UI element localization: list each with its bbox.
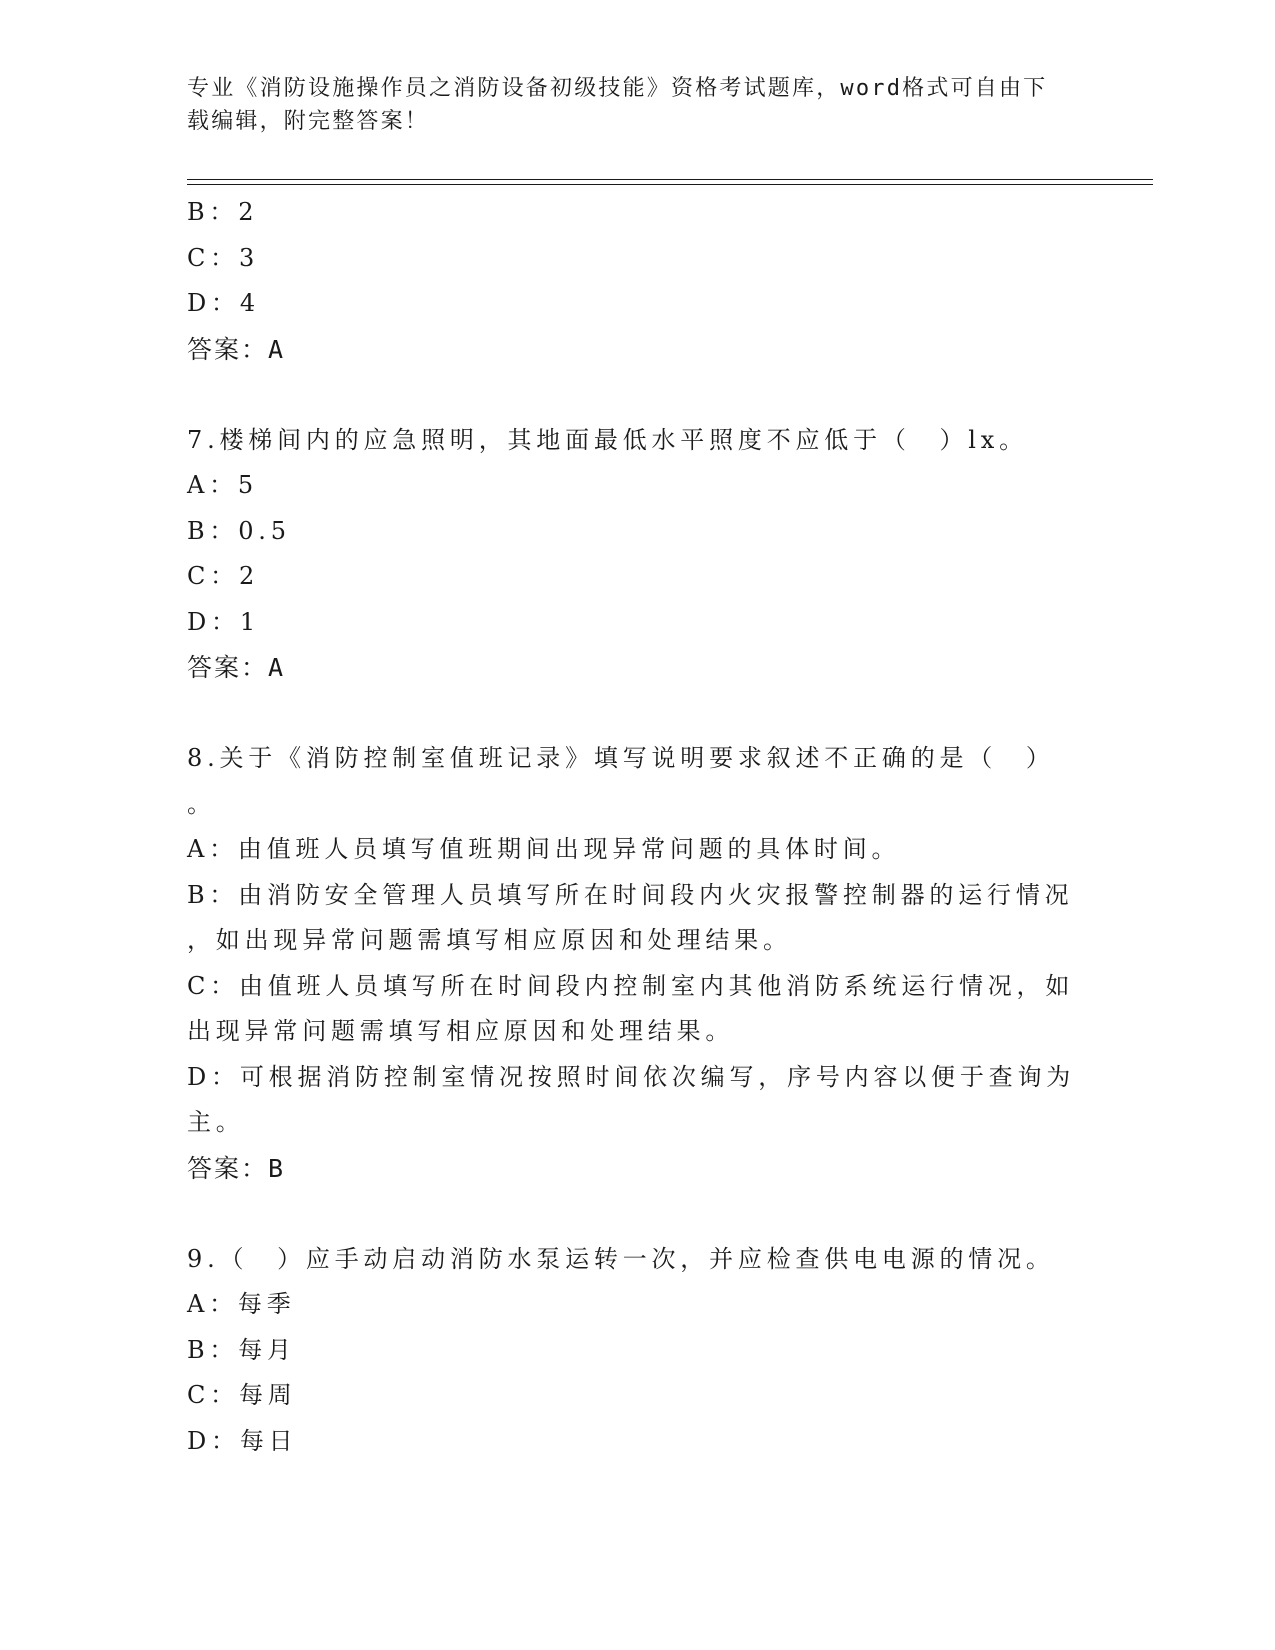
option-d-continued: 主。	[187, 1108, 245, 1136]
header-rule-thick	[187, 179, 1153, 180]
option-c: C：每周	[187, 1381, 297, 1409]
question-stem: 8.关于《消防控制室值班记录》填写说明要求叙述不正确的是（ ）	[187, 744, 1055, 772]
option-d: D：4	[187, 289, 260, 317]
question-content	[187, 190, 1087, 1464]
option-b: B：由消防安全管理人员填写所在时间段内火灾报警控制器的运行情况	[187, 880, 1074, 909]
option-c-continued: 出现异常问题需填写相应原因和处理结果。	[187, 1017, 735, 1045]
header-line-2: 载编辑，附完整答案！	[187, 109, 430, 134]
option-d: D：1	[187, 607, 260, 636]
option-d: D：可根据消防控制室情况按照时间依次编写，序号内容以便于查询为	[187, 1062, 1076, 1091]
answer: 答案：A	[187, 653, 286, 682]
document-header	[187, 72, 1087, 138]
question-stem: 7.楼梯间内的应急照明，其地面最低水平照度不应低于（ ）lx。	[187, 425, 1028, 454]
spacer	[187, 1191, 1087, 1237]
spacer	[187, 372, 1087, 418]
option-c: C：2	[187, 562, 260, 590]
option-c: C：由值班人员填写所在时间段内控制室内其他消防系统运行情况，如	[187, 971, 1075, 1000]
header-rule-thin	[187, 184, 1153, 185]
spacer	[187, 691, 1087, 737]
question-8	[187, 736, 1087, 1191]
answer: 答案：A	[187, 334, 286, 364]
question-stem-continued: 。	[187, 789, 216, 818]
option-a: A：5	[187, 471, 259, 499]
option-c: C：3	[187, 243, 260, 272]
option-d: D：每日	[187, 1426, 298, 1455]
question-9	[187, 1237, 1087, 1465]
option-b-continued: ，如出现异常问题需填写相应原因和处理结果。	[187, 926, 792, 954]
prev-question	[187, 190, 1087, 372]
option-a: A：每季	[187, 1290, 296, 1318]
question-7	[187, 418, 1087, 691]
header-line-1: 专业《消防设施操作员之消防设备初级技能》资格考试题库，word格式可自由下	[187, 76, 1048, 101]
option-a: A：由值班人员填写值班期间出现异常问题的具体时间。	[187, 835, 901, 863]
option-b: B：2	[187, 198, 259, 226]
answer: 答案：B	[187, 1153, 286, 1183]
option-b: B：0.5	[187, 516, 291, 545]
option-b: B：每月	[187, 1335, 296, 1364]
question-stem: 9.（ ）应手动启动消防水泵运转一次，并应检查供电电源的情况。	[187, 1244, 1055, 1273]
